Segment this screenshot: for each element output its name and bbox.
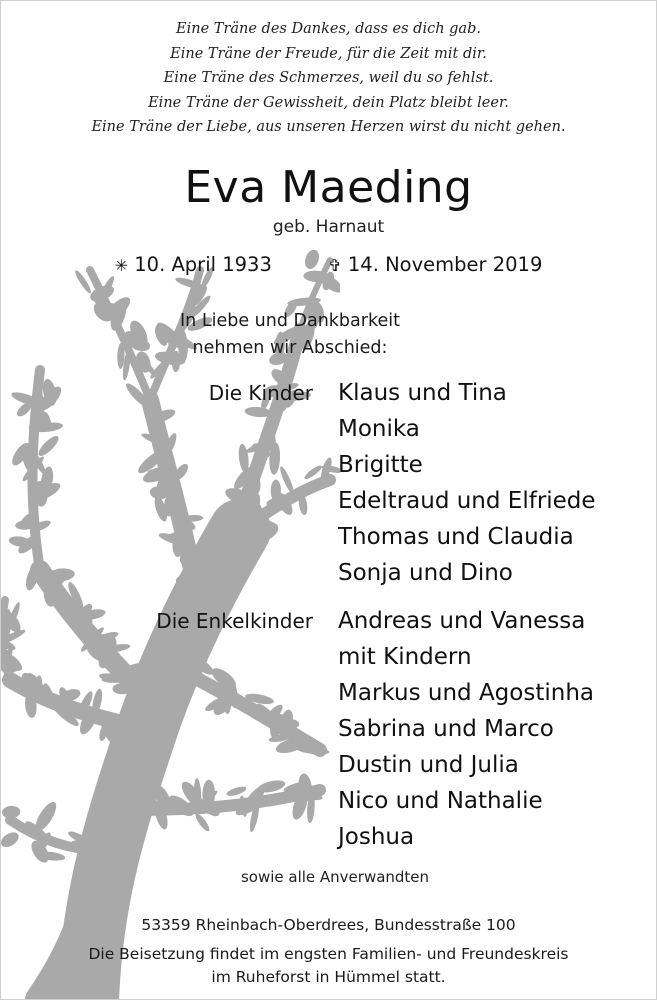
mourner-name: Dustin und Julia [338, 752, 519, 778]
mourner-name: Markus und Agostinha [338, 680, 594, 706]
mourner-name: mit Kindern [338, 644, 472, 670]
leaf [0, 829, 21, 850]
death-date: 14. November 2019 [347, 253, 543, 276]
leaf [1, 805, 20, 819]
leaf [225, 785, 247, 798]
poem-line: Eine Träne der Gewissheit, dein Platz bleibt leer. [148, 94, 509, 111]
burial-notice [0, 943, 657, 989]
leaf [32, 799, 60, 834]
children-label: Die Kinder [208, 381, 313, 405]
children-names [338, 375, 596, 591]
grandchildren-label: Die Enkelkinder [156, 609, 313, 633]
deceased-name: Eva Maeding [184, 162, 473, 213]
intro-line: nehmen wir Abschied: [192, 338, 388, 358]
grandchildren-names [338, 603, 594, 855]
mourner-name: Brigitte [338, 452, 423, 478]
life-dates [0, 250, 657, 281]
poem [0, 17, 657, 140]
mourner-name: Thomas und Claudia [338, 524, 574, 550]
cross-icon: ✞ [328, 256, 342, 275]
burial-line: Die Beisetzung findet im engsten Familien- und Freundeskreis [88, 945, 569, 963]
mourner-name: Klaus und Tina [338, 380, 507, 406]
address: 53359 Rheinbach-Oberdrees, Bundesstraße 100 [141, 916, 516, 934]
mourner-name: Edeltraud und Elfriede [338, 488, 596, 514]
poem-line: Eine Träne des Schmerzes, weil du so fehlst. [163, 70, 494, 86]
birth-date: 10. April 1933 [134, 253, 272, 276]
mourner-name: Andreas und Vanessa [338, 608, 586, 634]
farewell-intro [80, 308, 500, 362]
intro-line: In Liebe und Dankbarkeit [180, 311, 400, 331]
mourner-name: Monika [338, 416, 420, 442]
poem-line: Eine Träne der Freude, für die Zeit mit dir. [170, 45, 487, 62]
mourner-name: Sonja und Dino [338, 560, 513, 586]
mourner-name: Nico und Nathalie [338, 788, 543, 814]
mourner-name: Joshua [338, 824, 415, 850]
birth-star-icon: ✳ [114, 256, 129, 275]
maiden-name: geb. Harnaut [272, 217, 385, 237]
mourner-name: Sabrina und Marco [338, 716, 554, 742]
burial-line: im Ruheforst in Hümmel statt. [211, 968, 446, 986]
poem-line: Eine Träne der Liebe, aus unseren Herzen wirst du nicht gehen. [91, 119, 566, 135]
leaf [36, 433, 61, 458]
leaf [112, 683, 131, 694]
other-relatives: sowie alle Anverwandten [240, 868, 430, 886]
leaf [193, 812, 211, 833]
poem-line: Eine Träne des Dankes, dass es dich gab. [176, 21, 481, 37]
